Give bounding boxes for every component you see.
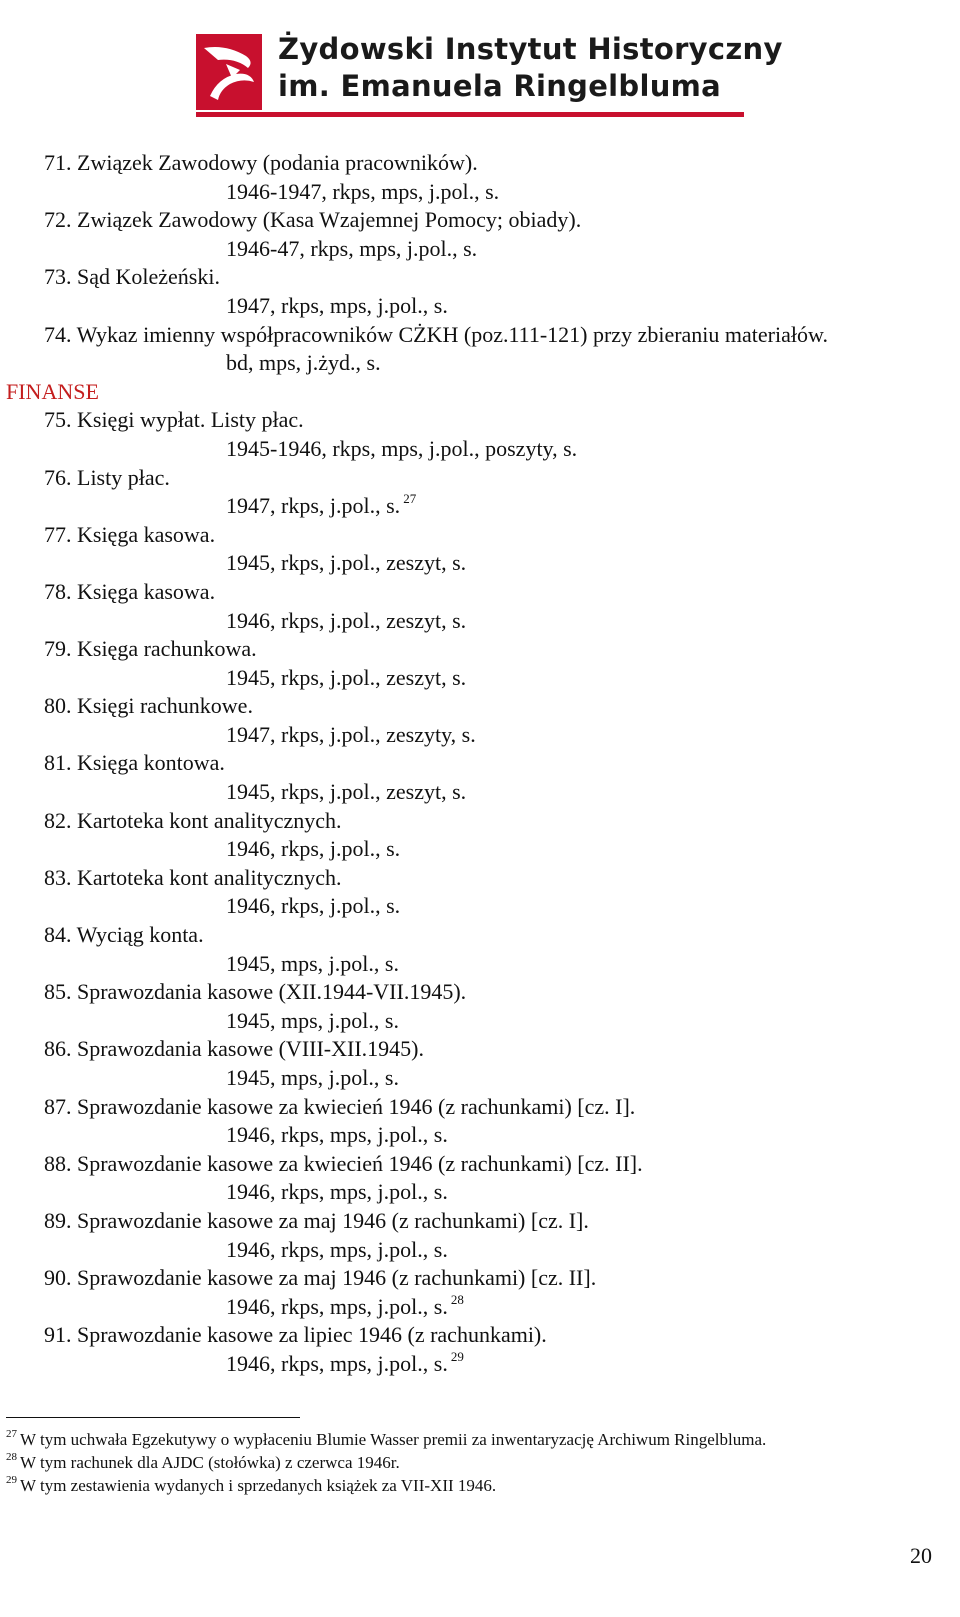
entry-meta [0,1236,960,1265]
entry-title: 88. Sprawozdanie kasowe za kwiecień 1946 (z rachunkami) [cz. II]. [44,1150,643,1176]
logo-title: Żydowski Instytut Historyczny [278,32,783,66]
entry-title: 72. Związek Zawodowy (Kasa Wzajemnej Pomocy; obiady). [44,207,582,233]
entry-meta [0,235,960,264]
institute-header [196,30,783,120]
entry-meta [0,349,960,378]
entry-title: 76. Listy płac. [44,464,170,490]
entry-meta [0,721,960,750]
entry-title: 80. Księgi rachunkowe. [44,693,253,719]
footnote-number: 28 [6,1451,17,1463]
entry-title: 89. Sprawozdanie kasowe za maj 1946 (z rachunkami) [cz. I]. [44,1207,589,1233]
logo-subtitle: im. Emanuela Ringelbluma [278,69,722,103]
entry-meta [0,1350,960,1379]
entry-title: 81. Księga kontowa. [44,750,225,776]
entry-meta-text: 1945, mps, j.pol., s. [226,1007,399,1033]
entry-meta-text: 1947, rkps, j.pol., s. [226,493,401,519]
entry-meta [0,1007,960,1036]
entry-meta-text: 1945-1946, rkps, mps, j.pol., poszyty, s. [226,435,578,461]
entry-title: 74. Wykaz imienny współpracowników CŻKH (poz.111-121) przy zbieraniu materiałów. [44,321,828,347]
section-heading: FINANSE [6,378,99,404]
entry-title: 77. Księga kasowa. [44,521,216,547]
entry-title: 73. Sąd Koleżeński. [44,264,220,290]
entry-meta [0,492,960,521]
footnote-text: W tym rachunek dla AJDC (stołówka) z czerwca 1946r. [20,1453,400,1472]
entry-meta [0,1178,960,1207]
footnote-reference[interactable]: 29 [450,1348,464,1364]
footnote [6,1474,946,1497]
entry-meta [0,435,960,464]
footnote-number: 29 [6,1474,17,1486]
entry-title: 71. Związek Zawodowy (podania pracowników). [44,150,478,175]
entry-meta-text: bd, mps, j.żyd., s. [226,350,381,376]
entry-meta-text: 1945, mps, j.pol., s. [226,950,399,976]
entry-meta-text: 1946, rkps, mps, j.pol., s. [226,1179,448,1205]
entry-meta-text: 1945, rkps, j.pol., zeszyt, s. [226,550,467,576]
entry-meta-text: 1946, rkps, mps, j.pol., s. [226,1350,448,1376]
entry-meta [0,178,960,207]
footnote-reference[interactable]: 28 [450,1291,464,1307]
entry-title: 83. Kartoteka kont analitycznych. [44,864,342,890]
entry-meta-text: 1945, rkps, j.pol., zeszyt, s. [226,779,467,805]
entry-title: 87. Sprawozdanie kasowe za kwiecień 1946 (z rachunkami) [cz. I]. [44,1093,636,1119]
entry-title: 82. Kartoteka kont analitycznych. [44,807,342,833]
entry-meta-text: 1945, rkps, j.pol., zeszyt, s. [226,664,467,690]
entry-meta [0,292,960,321]
entry-title: 75. Księgi wypłat. Listy płac. [44,407,304,433]
entry-meta [0,1293,960,1322]
entry-meta-text: 1946-1947, rkps, mps, j.pol., s. [226,178,500,204]
entry-title: 85. Sprawozdania kasowe (XII.1944-VII.1945). [44,979,467,1005]
entry-title: 86. Sprawozdania kasowe (VIII-XII.1945). [44,1036,424,1062]
entry-meta [0,778,960,807]
footnote-divider [6,1417,300,1418]
entry-meta [0,892,960,921]
entry-meta [0,835,960,864]
entry-meta [0,1121,960,1150]
footnote [6,1451,946,1474]
entry-meta-text: 1947, rkps, mps, j.pol., s. [226,292,448,318]
entry-meta-text: 1946, rkps, mps, j.pol., s. [226,1122,448,1148]
entry-meta-text: 1946-47, rkps, mps, j.pol., s. [226,235,478,261]
inventory-list [0,149,960,1379]
logo-underline [196,112,744,117]
page-number: 20 [910,1543,932,1568]
footnote-number: 27 [6,1428,17,1440]
entry-meta [0,1064,960,1093]
entry-title: 78. Księga kasowa. [44,578,216,604]
entry-meta [0,549,960,578]
footnote-text: W tym zestawienia wydanych i sprzedanych książek za VII-XII 1946. [20,1476,497,1495]
entry-meta [0,607,960,636]
footnote [6,1428,946,1451]
entry-meta-text: 1946, rkps, j.pol., s. [226,893,401,919]
footnotes [6,1428,946,1497]
entry-meta-text: 1947, rkps, j.pol., zeszyty, s. [226,721,476,747]
entry-meta [0,950,960,979]
entry-title: 84. Wyciąg konta. [44,922,204,948]
entry-meta-text: 1946, rkps, j.pol., s. [226,836,401,862]
entry-title: 90. Sprawozdanie kasowe za maj 1946 (z rachunkami) [cz. II]. [44,1265,597,1291]
institute-logo-icon [196,34,262,110]
entry-title: 79. Księga rachunkowa. [44,636,257,662]
entry-meta-text: 1946, rkps, mps, j.pol., s. [226,1236,448,1262]
entry-title: 91. Sprawozdanie kasowe za lipiec 1946 (z rachunkami). [44,1322,547,1348]
entry-meta-text: 1946, rkps, j.pol., zeszyt, s. [226,607,467,633]
footnote-text: W tym uchwała Egzekutywy o wypłaceniu Blumie Wasser premii za inwentaryzację Archiwum Ringelbluma. [20,1430,767,1449]
footnote-reference[interactable]: 27 [403,491,417,507]
entry-meta [0,664,960,693]
entry-meta-text: 1945, mps, j.pol., s. [226,1065,399,1090]
entry-meta-text: 1946, rkps, mps, j.pol., s. [226,1293,448,1319]
